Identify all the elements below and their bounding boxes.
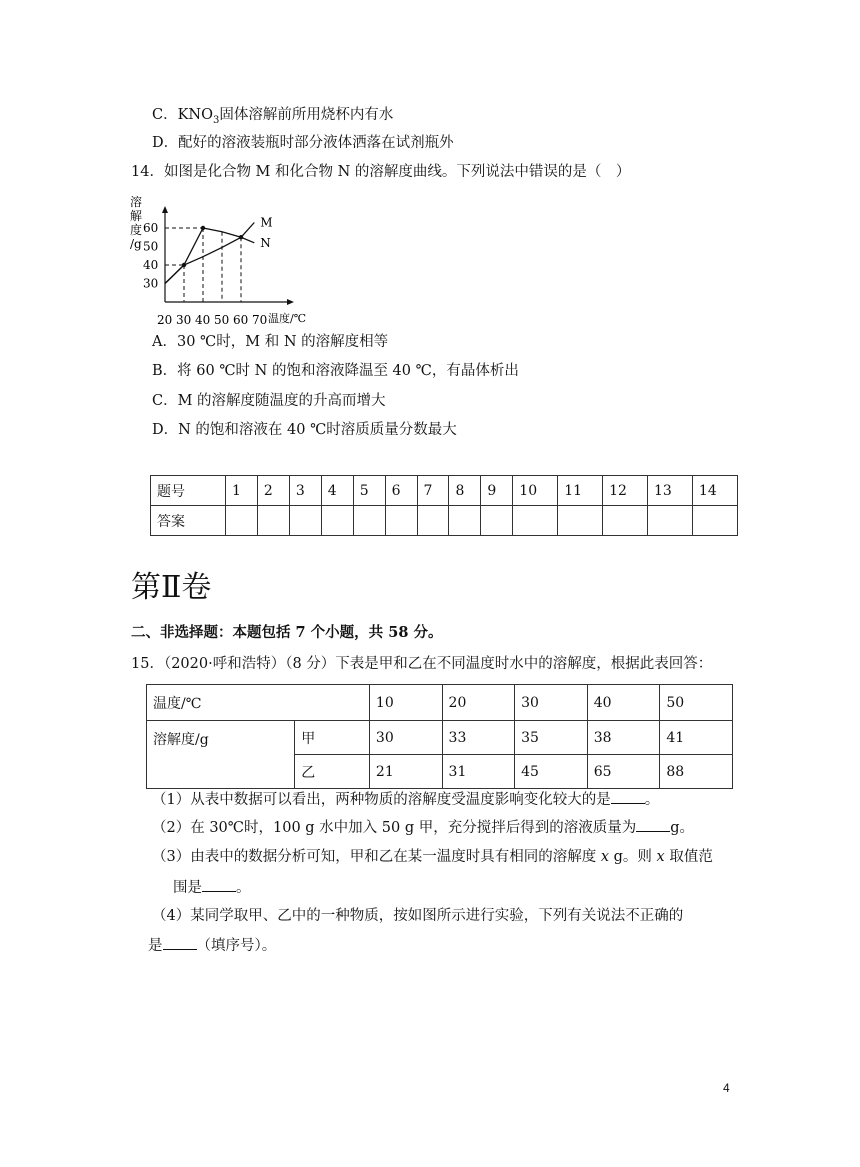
y-axis-label: /g [130,237,142,251]
answer-cell[interactable] [385,506,417,536]
answer-cell[interactable] [692,506,737,536]
value-cell: 88 [660,755,733,789]
substance-cell: 甲 [295,721,370,755]
q15-part1: （1）从表中数据可以看出，两种物质的溶解度受温度影响变化较大的是 。 [152,789,659,810]
answer-table-label-cell: 题号 [151,476,226,506]
question-number-cell: 12 [603,476,648,506]
question-number-cell: 1 [226,476,258,506]
answer-cell[interactable] [321,506,353,536]
question-number-cell: 14 [692,476,737,506]
question-number-cell: 2 [257,476,289,506]
q15-part2: （2）在 30℃时，100 g 水中加入 50 g 甲，充分搅拌后得到的溶液质量为 g。 [152,817,694,838]
value-cell: 33 [442,721,515,755]
question-number-cell: 8 [449,476,481,506]
temp-cell: 50 [660,685,733,721]
value-cell: 35 [515,721,588,755]
x-tick-label: 50 [214,313,230,327]
x-tick-label: 20 [157,313,173,327]
x-tick-label: 70 [252,313,268,327]
answer-cell[interactable] [513,506,558,536]
q14-option-b: B．将 60 ℃时 N 的饱和溶液降温至 40 ℃，有晶体析出 [152,363,519,379]
data-point [201,226,205,230]
solubility-chart [125,192,315,332]
series-label-M: M [260,215,273,230]
page-number: 4 [723,1081,730,1095]
value-cell: 45 [515,755,588,789]
answer-cell[interactable] [648,506,693,536]
x-axis-label: 温度/℃ [268,312,307,325]
question-number-cell: 3 [289,476,321,506]
q15-stem: 15．（2020·呼和浩特）（8 分）下表是甲和乙在不同温度时水中的溶解度，根据此表回答： [131,656,713,672]
answer-cell[interactable] [558,506,603,536]
solubility-table [146,684,733,789]
q13-option-c: C．$KNO_3$固体溶解前所用烧杯内有水 [152,107,394,126]
answer-table-header-row [151,476,738,506]
answer-blank [611,789,645,804]
question-number-cell: 5 [353,476,385,506]
question-number-cell: 13 [648,476,693,506]
answer-cell[interactable] [449,506,481,536]
value-cell: 31 [442,755,515,789]
q14-option-d: D．N 的饱和溶液在 40 ℃时溶质质量分数最大 [152,422,457,438]
sol-label-cell: 溶解度/g [147,721,295,789]
question-number-cell: 4 [321,476,353,506]
q14-stem: 14．如图是化合物 M 和化合物 N 的溶解度曲线。下列说法中错误的是（ ） [131,164,631,180]
q13-option-d: D．配好的溶液装瓶时部分液体洒落在试剂瓶外 [152,135,454,151]
temp-cell: 30 [515,685,588,721]
y-axis-label: 度 [130,223,143,237]
answer-cell[interactable] [226,506,258,536]
y-tick-label: 50 [143,239,159,254]
y-tick-label: 40 [143,258,159,272]
part2-heading: 二、非选择题：本题包括 7 个小题，共 58 分。 [131,624,443,641]
temp-cell: 10 [369,685,442,721]
answer-cell[interactable] [417,506,449,536]
q15-part3-cont: 围是 。 [173,877,251,898]
temp-cell: 40 [587,685,660,721]
answer-blank [202,877,236,892]
temp-cell: 20 [442,685,515,721]
answer-table [150,475,738,536]
temp-row [147,685,733,721]
y-tick-label: 60 [143,221,159,235]
answer-table-answer-row [151,506,738,536]
question-number-cell: 7 [417,476,449,506]
section-title: 第Ⅱ卷 [131,570,212,605]
answer-cell[interactable] [481,506,513,536]
x-tick-label: 60 [233,313,249,327]
question-number-cell: 10 [513,476,558,506]
data-point [182,263,186,267]
answer-blank [163,935,197,950]
x-tick-label: 40 [195,313,211,327]
answer-cell[interactable] [257,506,289,536]
answer-cell[interactable] [353,506,385,536]
temp-label-cell: 温度/℃ [147,685,370,721]
q14-option-c: C．M 的溶解度随温度的升高而增大 [152,393,386,409]
q14-option-a: A．30 ℃时，M 和 N 的溶解度相等 [152,334,389,350]
value-cell: 30 [369,721,442,755]
answer-blank [636,817,670,832]
x-tick-label: 30 [176,313,192,327]
y-axis-label: 解 [130,209,143,223]
x-axis-arrow [287,299,294,305]
q15-part4: （4）某同学取甲、乙中的一种物质，按如图所示进行实验，下列有关说法不正确的 [152,908,684,924]
row-jia [147,721,733,755]
value-cell: 65 [587,755,660,789]
substance-cell: 乙 [295,755,370,789]
y-axis-arrow [162,206,168,213]
data-point [239,235,243,239]
value-cell: 41 [660,721,733,755]
q15-part4-cont: 是 （填序号）。 [148,935,276,956]
series-label-N: N [260,235,271,250]
y-axis-label: 溶 [130,195,143,209]
question-number-cell: 6 [385,476,417,506]
answer-cell[interactable] [603,506,648,536]
value-cell: 21 [369,755,442,789]
question-number-cell: 11 [558,476,603,506]
question-number-cell: 9 [481,476,513,506]
answer-row-label: 答案 [151,506,226,536]
q15-part3: （3）由表中的数据分析可知，甲和乙在某一温度时具有相同的溶解度 x g。则 x 取值范 [152,849,713,865]
value-cell: 38 [587,721,660,755]
y-tick-label: 30 [143,276,159,291]
answer-cell[interactable] [289,506,321,536]
